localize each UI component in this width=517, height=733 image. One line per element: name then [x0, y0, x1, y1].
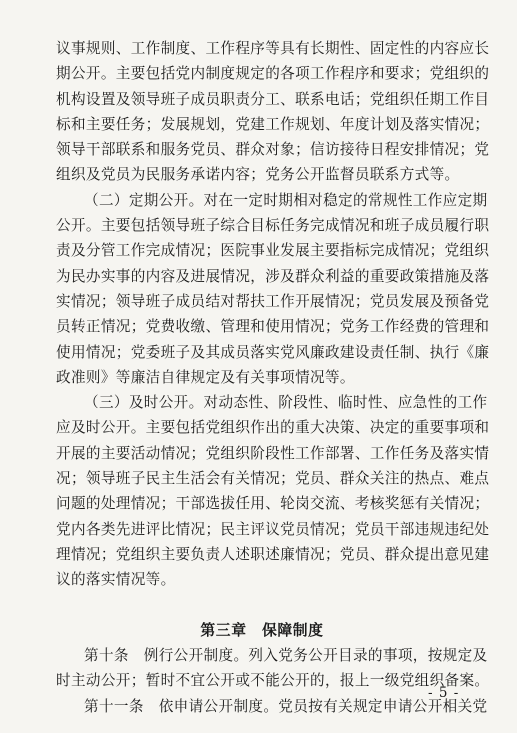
article-line: 第十条 例行公开制度。列入党务公开目录的事项，按规定及 — [84, 647, 488, 665]
text-line: 机构设置及领导班子成员职责分工、联系电话；党组织任期工作目 — [56, 90, 490, 108]
text-line: 员转正情况；党费收缴、管理和使用情况；党务工作经费的管理和 — [56, 318, 490, 336]
text-line: 况；领导班子民主生活会有关情况；党员、群众关注的热点、难点 — [56, 470, 490, 488]
text-line: 问题的处理情况；干部选拔任用、轮岗交流、考核奖惩有关情况； — [56, 495, 490, 513]
chapter-heading: 第三章 保障制度 — [200, 621, 324, 639]
document-body — [56, 36, 490, 719]
text-line: 领导干部联系和服务党员、群众对象；信访接待日程安排情况；党 — [56, 141, 490, 159]
text-line: 应及时公开。主要包括党组织作出的重大决策、决定的重要事项和 — [56, 419, 490, 437]
text-line: 公开。主要包括领导班子综合目标任务完成情况和班子成员履行职 — [56, 217, 490, 235]
text-line: 议的落实情况等。 — [56, 571, 176, 589]
text-line: 政准则》等廉洁自律规定及有关事项情况等。 — [56, 368, 355, 386]
text-line: 时主动公开；暂时不宜公开或不能公开的，报上一级党组织备案。 — [56, 672, 490, 690]
blank-gap — [56, 593, 468, 618]
paragraph-start-line: （二）定期公开。对在一定时期相对稳定的常规性工作应定期 — [84, 191, 488, 209]
text-line: 为民办实事的内容及进展情况，涉及群众利益的重要政策措施及落 — [56, 267, 490, 285]
article-line: 第十一条 依申请公开制度。党员按有关规定申请公开相关党 — [84, 697, 488, 715]
text-line: 开展的主要活动情况；党组织阶段性工作部署、工作任务及落实情 — [56, 444, 490, 462]
text-line: 责及分管工作完成情况；医院事业发展主要指标完成情况；党组织 — [56, 242, 490, 260]
text-line: 标和主要任务；发展规划，党建工作规划、年度计划及落实情况； — [56, 115, 490, 133]
text-line: 实情况；领导班子成员结对帮扶工作开展情况；党员发展及预备党 — [56, 292, 490, 310]
text-line: 理情况；党组织主要负责人述职述廉情况；党员、群众提出意见建 — [56, 545, 490, 563]
text-line: 使用情况；党委班子及其成员落实党风廉政建设责任制、执行《廉 — [56, 343, 490, 361]
page-number: - 5 - — [428, 685, 460, 701]
text-line: 期公开。主要包括党内制度规定的各项工作程序和要求；党组织的 — [56, 65, 490, 83]
paragraph-start-line: （三）及时公开。对动态性、阶段性、临时性、应急性的工作 — [84, 394, 488, 412]
text-line: 党内各类先进评比情况；民主评议党员情况；党员干部违规违纪处 — [56, 520, 490, 538]
text-line: 组织及党员为民服务承诺内容；党务公开监督员联系方式等。 — [56, 166, 460, 184]
text-line: 议事规则、工作制度、工作程序等具有长期性、固定性的内容应长 — [56, 40, 490, 57]
